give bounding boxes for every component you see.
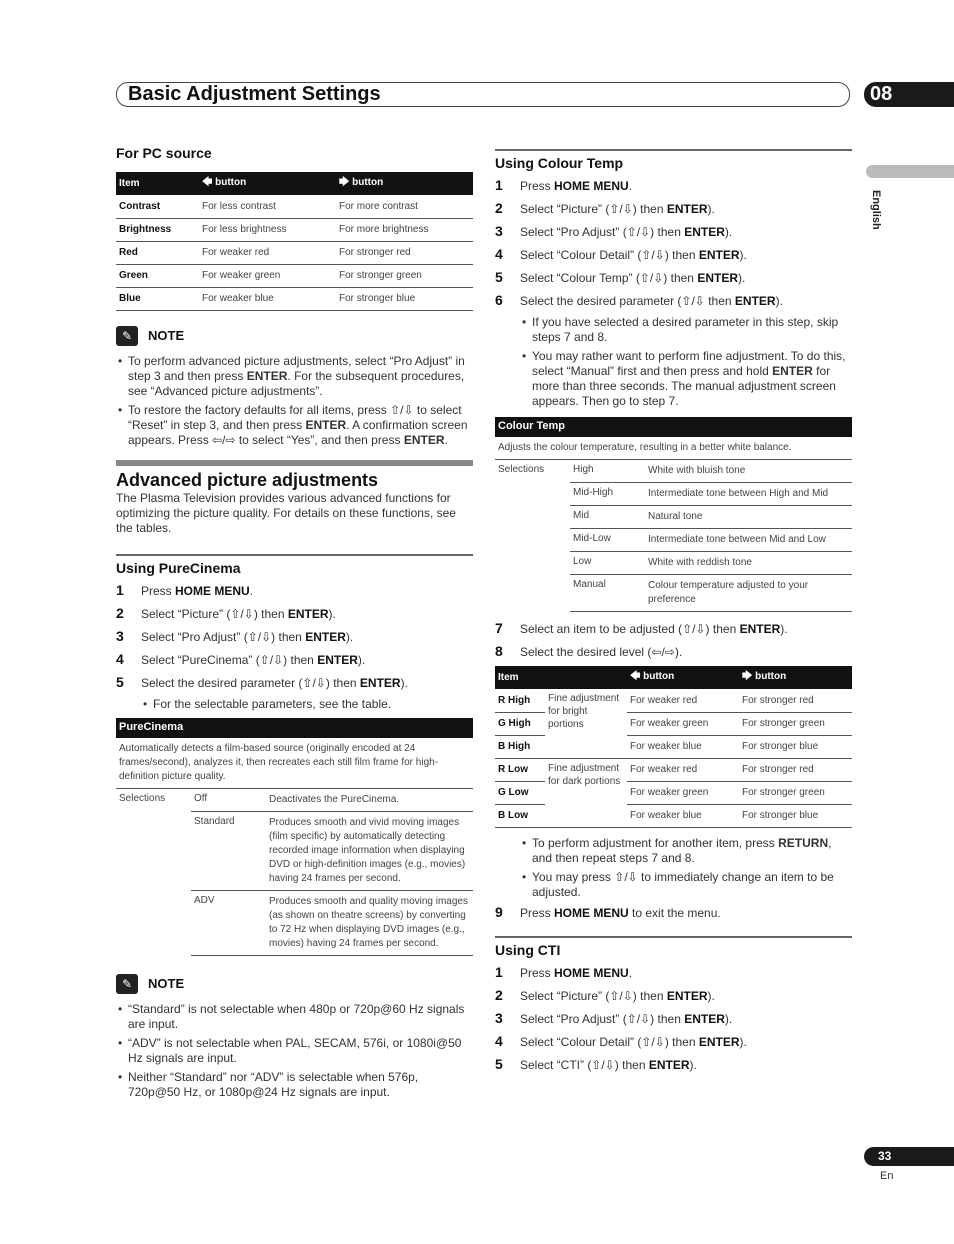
step: 5 Select “CTI” (⇧/⇩) then ENTER). (495, 1055, 697, 1072)
step: 9 Press HOME MENU to exit the menu. (495, 903, 721, 920)
table-row: Brightness For less brightness For more brightness (116, 218, 473, 241)
col-item: Item (495, 666, 545, 689)
colour-temp-table (495, 417, 852, 612)
right-column (495, 149, 852, 1079)
table-row: G High For weaker green For stronger green (495, 712, 852, 735)
selections-row: Selections Off Deactivates the PureCinema. Standard Produces smooth and vivid moving images (film specific) by automatically detecting recorded image information when displaying DVD or high-definition images (e.g., movies) having 24 frames per second. ADV Produces smooth and quality moving images (as shown on theatre screens) by converting to 72 Hz when displaying DVD images (e.g., movies) having 24 frames per second. (116, 789, 473, 956)
table-description: Adjusts the colour temperature, resulting in a better white balance. (495, 437, 852, 460)
step: 4 Select “Colour Detail” (⇧/⇩) then ENTER). (495, 1032, 747, 1049)
step: 2 Select “Picture” (⇧/⇩) then ENTER). (116, 604, 336, 621)
step: 1 Press HOME MENU. (116, 581, 254, 598)
up-down-arrow-icon: ⇧/⇩ (390, 402, 414, 417)
step-note: • You may press ⇧/⇩ to immediately change an item to be adjusted. (520, 870, 852, 900)
purecinema-heading: Using PureCinema (116, 559, 241, 576)
note-pencil-icon: ✎ (116, 326, 138, 346)
left-right-arrow-icon: ⇦/⇨ (212, 432, 236, 447)
note-title: NOTE (148, 328, 185, 343)
col-right-button: 🡆 button (336, 172, 473, 195)
section-divider (495, 936, 852, 938)
option-row: Manual Colour temperature adjusted to your preference (570, 575, 852, 612)
table-row: Green For weaker green For stronger green (116, 264, 473, 287)
section-divider (495, 149, 852, 151)
purecinema-table (116, 718, 473, 956)
col-left-button: 🡄 button (627, 666, 739, 689)
up-down-arrow-icon: ⇧/⇩) (639, 271, 668, 285)
language-label: English (870, 190, 882, 230)
manual-adjust-table (495, 666, 852, 828)
step: 7 Select an item to be adjusted (⇧/⇩) then ENTER). (495, 620, 788, 636)
advanced-heading: Advanced picture adjustments (116, 469, 379, 490)
col-item: Item (116, 172, 199, 195)
up-down-arrow-icon: ⇧/⇩) (591, 1057, 619, 1072)
note-bullet: • Neither “Standard” nor “ADV” is selectable when 576p, 720p@50 Hz, or 1080p@24 Hz signals are input. (116, 1070, 473, 1100)
step-note: • You may rather want to perform fine adjustment. To do this, select “Manual” first and then press and hold ENTER for more than three seconds. The manual adjustment screen appears. Then go to step 7. (520, 349, 852, 409)
up-down-arrow-icon: ⇧/⇩) (641, 248, 669, 262)
up-down-arrow-icon: ⇧/⇩) (609, 202, 637, 216)
col-left-button: 🡄 button (199, 172, 336, 195)
up-down-arrow-icon: ⇧/⇩ (230, 606, 254, 621)
colour-temp-steps-2 (495, 620, 852, 659)
step: 4 Select “PureCinema” (⇧/⇩) then ENTER). (116, 650, 366, 667)
section-divider (116, 554, 473, 556)
advanced-intro: The Plasma Television provides various advanced functions for optimizing the picture quality. For details on these functions, see the tables. (116, 490, 456, 535)
step: 8 Select the desired level (⇦/⇨). (495, 643, 683, 659)
option-row: Standard Produces smooth and vivid moving images (film specific) by automatically detecting recorded image information when displaying DVD or high-definition images (e.g., movies) having 24 frames per second. (191, 812, 473, 891)
step: 1 Press HOME MENU. (495, 963, 633, 980)
step-note: • For the selectable parameters, see the table. (141, 697, 473, 712)
table-row: Blue For weaker blue For stronger blue (116, 287, 473, 310)
option-row: Off Deactivates the PureCinema. (191, 789, 473, 812)
note-pencil-icon: ✎ (116, 974, 138, 994)
table-row: R High Fine adjustment for bright portions For weaker red For stronger red (495, 689, 852, 712)
colour-temp-steps-3 (495, 836, 852, 920)
step: 3 Select “Pro Adjust” (⇧/⇩) then ENTER). (495, 223, 733, 239)
table-row: G Low For weaker green For stronger green (495, 781, 852, 804)
left-arrow-icon: 🡄 (630, 671, 641, 682)
note-bullet: • “Standard” is not selectable when 480p or 720p@60 Hz signals are input. (116, 1002, 473, 1032)
language-tab (866, 165, 954, 178)
colour-temp-steps (495, 177, 852, 409)
chapter-badge: 08 (864, 82, 954, 107)
step: 3 Select “Pro Adjust” (⇧/⇩) then ENTER). (116, 627, 354, 644)
step: 2 Select “Picture” (⇧/⇩) then ENTER). (495, 200, 715, 216)
note-block-2 (116, 974, 473, 1100)
right-arrow-icon: 🡆 (339, 177, 350, 188)
up-down-arrow-icon: ⇧/⇩) (626, 225, 655, 239)
purecinema-steps (116, 582, 473, 712)
option-row: Low White with reddish tone (570, 552, 852, 575)
note-bullet: • To restore the factory defaults for all items, press ⇧/⇩ to select “Reset” in step 3, and then press ENTER. A confirmation screen appears. Press ⇦/⇨ to select “Yes”, and then press ENTER. (116, 403, 473, 448)
up-down-arrow-icon: ⇧/⇩ (614, 869, 638, 884)
table-title: Colour Temp (495, 417, 852, 437)
right-arrow-icon: 🡆 (742, 671, 753, 682)
table-row: R Low Fine adjustment for dark portions For weaker red For stronger red (495, 758, 852, 781)
option-row: High White with bluish tone (570, 460, 852, 483)
table-description: Automatically detects a film-based source (originally encoded at 24 frames/second), analyzes it, then recreates each still film frame for high-definition picture quality. (116, 738, 473, 789)
colour-temp-heading: Using Colour Temp (495, 155, 624, 171)
left-column (116, 145, 473, 1104)
up-down-arrow-icon: ⇧/⇩) (641, 1034, 669, 1049)
cti-steps (495, 964, 852, 1072)
table-row: Contrast For less contrast For more contrast (116, 195, 473, 218)
section-divider (116, 460, 473, 466)
pc-source-table (116, 172, 473, 311)
up-down-arrow-icon: ⇧/⇩ (259, 652, 284, 667)
selections-row: Selections High White with bluish tone Mid-High Intermediate tone between High and Mid Mid Natural tone Mid-Low Intermediate tone between Mid and Low Low White with reddish tone Manual Colour temperature adjusted to your preference (495, 460, 852, 612)
option-row: Mid-Low Intermediate tone between Mid and Low (570, 529, 852, 552)
left-arrow-icon: 🡄 (202, 177, 213, 188)
step: 5 Select “Colour Temp” (⇧/⇩) then ENTER). (495, 269, 746, 285)
option-row: Mid Natural tone (570, 506, 852, 529)
note-bullet: • “ADV” is not selectable when PAL, SECAM, 576i, or 1080i@50 Hz signals are input. (116, 1036, 473, 1066)
note-title: NOTE (148, 976, 185, 991)
step: 3 Select “Pro Adjust” (⇧/⇩) then ENTER). (495, 1009, 733, 1026)
option-row: ADV Produces smooth and quality moving images (as shown on theatre screens) by converting to 72 Hz when displaying DVD images (e.g., movies) having 24 frames per second. (191, 891, 473, 956)
step: 1 Press HOME MENU. (495, 177, 633, 193)
step-note: • If you have selected a desired parameter in this step, skip steps 7 and 8. (520, 315, 852, 345)
step: 5 Select the desired parameter (⇧/⇩) then ENTER). (116, 673, 408, 690)
up-down-arrow-icon: ⇧/⇩ (302, 675, 326, 690)
up-down-arrow-icon: ⇧/⇩) (626, 1011, 655, 1026)
up-down-arrow-icon: ⇧/⇩) (609, 988, 637, 1003)
table-title: PureCinema (116, 718, 473, 738)
page-title: Basic Adjustment Settings (128, 83, 381, 105)
col-right-button: 🡆 button (739, 666, 852, 689)
note-block-1 (116, 326, 473, 448)
table-row: Red For weaker red For stronger red (116, 241, 473, 264)
note-bullet: • To perform advanced picture adjustments, select “Pro Adjust” in step 3 and then press ENTER. For the subsequent procedures, see “Advanced picture adjustments”. (116, 354, 473, 399)
table-row: B Low For weaker blue For stronger blue (495, 804, 852, 827)
cti-heading: Using CTI (495, 941, 561, 958)
up-down-arrow-icon: ⇧/⇩) (682, 622, 710, 636)
table-row: B High For weaker blue For stronger blue (495, 735, 852, 758)
step: 6 Select the desired parameter (⇧/⇩ then ENTER). (495, 292, 783, 308)
left-right-arrow-icon: ⇦/⇨ (651, 645, 675, 659)
pc-source-heading: For PC source (116, 145, 212, 161)
step-note: • To perform adjustment for another item, press RETURN, and then repeat steps 7 and 8. (520, 836, 852, 866)
page-lang: En (880, 1170, 894, 1182)
up-down-arrow-icon: ⇧/⇩ (247, 629, 272, 644)
step: 2 Select “Picture” (⇧/⇩) then ENTER). (495, 986, 715, 1003)
up-down-arrow-icon: (⇧/⇩ (677, 294, 705, 308)
option-row: Mid-High Intermediate tone between High and Mid (570, 483, 852, 506)
step: 4 Select “Colour Detail” (⇧/⇩) then ENTER). (495, 246, 747, 262)
page-number: 33 (864, 1147, 954, 1166)
